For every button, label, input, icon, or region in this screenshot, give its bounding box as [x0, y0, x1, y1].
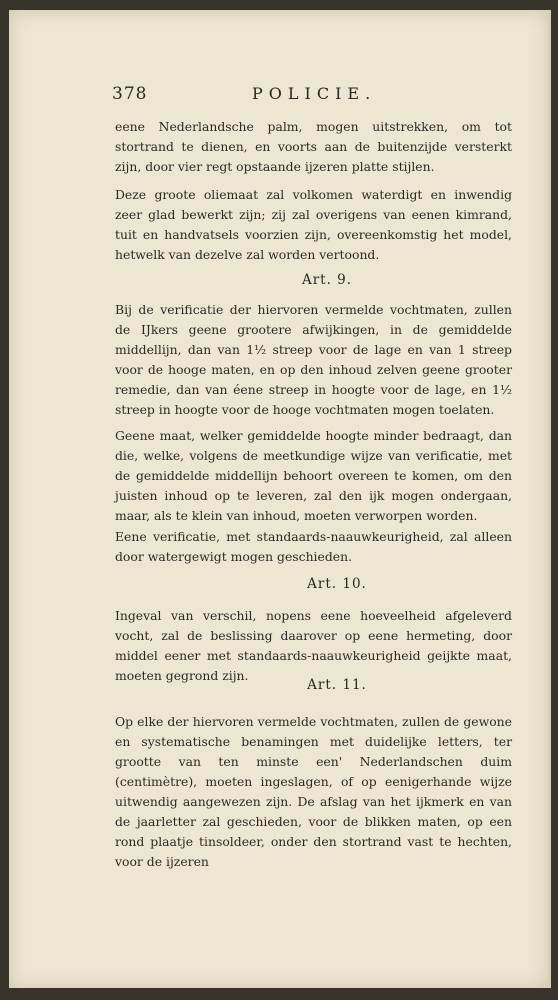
paragraph-1: eene Nederlandsche palm, mogen uitstrekken, om tot stortrand te dienen, en voorts aan de buitenzijde versterkt zijn, door vier regt opstaande ijzeren platte stijlen.: [115, 119, 512, 174]
paragraph-7: Op elke der hiervoren vermelde vochtmaten, zullen de gewone en systematische benamingen met duidelijke letters, ter grootte van ten minste een' Nederlandschen duim (centimètre), moeten ingeslagen, of op eenigerhande wijze uitwendig aangewezen zijn. De afslag van het ijkmerk en van de jaarletter zal geschieden, voor de blikken maten, op een rond plaatje tinsoldeer, onder den stortrand vast te hechten, voor de ijzeren: [115, 714, 512, 869]
paragraph-2: Deze groote oliemaat zal volkomen waterdigt en inwendig zeer glad bewerkt zijn; zij zal overigens van eenen kimrand, tuit en handvatsels voorzien zijn, overeenkomstig het model, hetwelk van dezelve zal worden vertoond.: [115, 187, 512, 262]
page-number: 378: [112, 84, 148, 104]
paragraph-6: Ingeval van verschil, nopens eene hoeveelheid afgeleverd vocht, zal de beslissing daarover op eene hermeting, door middel eener met standaards-naauwkeurigheid geijkte maat, moeten gegrond zijn.: [115, 608, 512, 683]
paragraph-4: Geene maat, welker gemiddelde hoogte minder bedraagt, dan die, welke, volgens de meetkundige wijze van verificatie, met de gemiddelde middellijn behoort overeen te komen, om den juisten inhoud op te leveren, zal den ijk mogen ondergaan, maar, als te klein van inhoud, moeten verworpen worden.: [115, 428, 512, 523]
running-title: POLICIE.: [252, 84, 377, 103]
paragraph-5: Eene verificatie, met standaards-naauwkeurigheid, zal alleen door watergewigt mogen geschieden.: [115, 529, 512, 564]
article-10-heading: Art. 10.: [307, 576, 367, 592]
paragraph-3: Bij de verificatie der hiervoren vermelde vochtmaten, zullen de IJkers geene grootere afwijkingen, in de gemiddelde middellijn, dan van 1½ streep voor de lage en van 1 streep voor de hooge maten, en op den inhoud zelven geene grooter remedie, dan van éene streep in hoogte voor de lage, en 1½ streep in hoogte voor de hooge vochtmaten mogen toelaten.: [115, 302, 512, 417]
article-11-heading: Art. 11.: [307, 677, 367, 693]
article-9-heading: Art. 9.: [301, 272, 353, 288]
page-header: [112, 84, 512, 110]
